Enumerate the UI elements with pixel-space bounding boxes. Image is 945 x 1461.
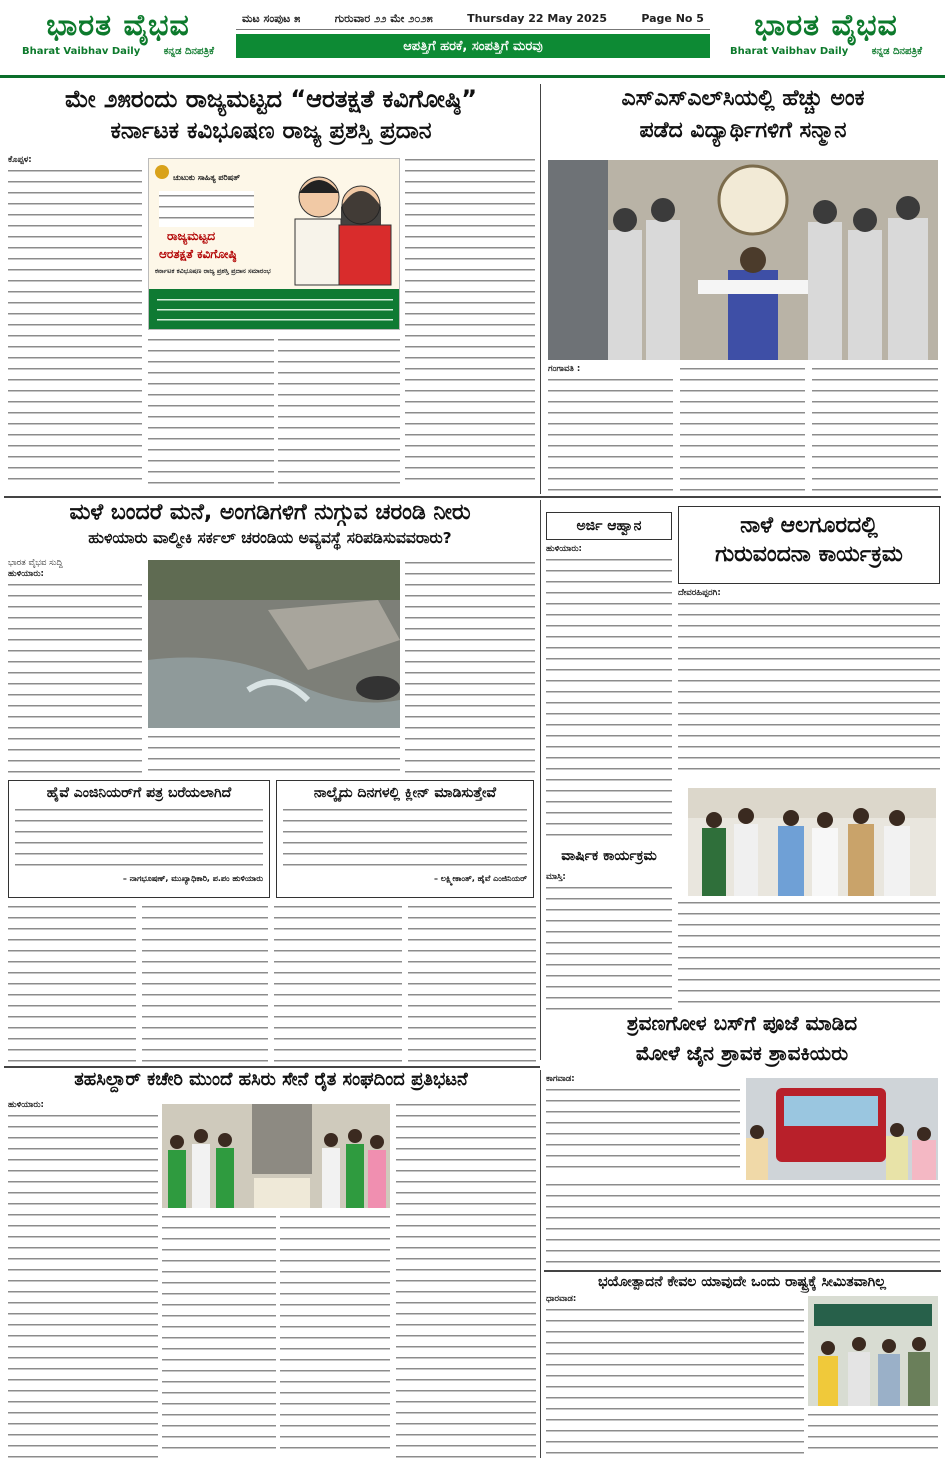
headline: ನಾಳೆ ಆಲಗೂರದಲ್ಲಿ xyxy=(740,513,878,538)
article-body xyxy=(8,558,142,776)
logo-title: ಭಾರತ ವೈಭವ xyxy=(754,8,898,43)
headline: ಎಸ್‌ಎಸ್‌ಎಲ್‌ಸಿಯಲ್ಲಿ ಹೆಚ್ಚು ಅಂಕ xyxy=(621,86,865,111)
issue-label: ಮಟ ಸಂಪುಟ ೫ xyxy=(242,11,301,25)
section-divider xyxy=(4,496,941,498)
box-signature: – ನಾಗಭೂಷಣ್, ಮುಖ್ಯಾಧಿಕಾರಿ, ಪ.ಪಂ ಹುಳಿಯಾರು xyxy=(122,874,263,884)
logo-left xyxy=(8,6,228,68)
logo-english: Bharat Vaibhav Daily xyxy=(730,46,849,57)
subheadline: ಹುಳಿಯಾರು ವಾಲ್ಮೀಕಿ ಸರ್ಕಲ್ ಚರಂಡಿಯ ಅವ್ಯವಸ್ಥೆ ಸರಿಪಡಿಸುವವರಾರು? xyxy=(88,529,452,547)
sidebar-box-clean xyxy=(276,780,534,898)
article-body xyxy=(546,872,672,1012)
headline: ಭಯೋತ್ಪಾದನೆ ಕೇವಲ ಯಾವುದೇ ಒಂದು ರಾಷ್ಟ್ರಕ್ಕೆ ಸೀಮಿತವಾಗಿಲ್ಲ xyxy=(597,1274,887,1290)
dateline: ಧಾರವಾಡ: xyxy=(546,1294,577,1304)
terrorism-photo xyxy=(808,1296,938,1406)
poster-title-2: ಆರತಕ್ಷತೆ ಕವಿಗೋಷ್ಠಿ xyxy=(159,247,237,261)
box-signature: – ಲಕ್ಷ್ಮೀಕಾಂತ್, ಹೈವೆ ಎಂಜಿನಿಯರ್ xyxy=(433,874,527,884)
article-body xyxy=(548,364,673,494)
logo-kannada: ಕನ್ನಡ ದಿನಪತ್ರಿಕೆ xyxy=(163,46,214,57)
article-body xyxy=(546,1074,740,1176)
article-body xyxy=(546,1294,804,1456)
dateline: ಹುಳಿಯಾರು: xyxy=(546,544,582,554)
subheadline: ಕರ್ನಾಟಕ ಕವಿಭೂಷಣ ರಾಜ್ಯ ಪ್ರಶಸ್ತಿ ಪ್ರದಾನ xyxy=(110,118,432,144)
seal-icon xyxy=(155,165,169,179)
event-poster xyxy=(148,158,400,330)
felicitation-photo xyxy=(548,160,938,360)
headline: ತಹಸಿಲ್ದಾರ್ ಕಚೇರಿ ಮುಂದೆ ಹಸಿರು ಸೇನೆ ರೈತ ಸಂಘದಿಂದ ಪ್ರತಿಭಟನೆ xyxy=(74,1069,468,1090)
logo-title: ಭಾರತ ವೈಭವ xyxy=(46,8,190,43)
subheadline: ಪಡೆದ ವಿದ್ಯಾರ್ಥಿಗಳಿಗೆ ಸನ್ಮಾನ xyxy=(639,118,847,143)
article-body xyxy=(546,544,672,844)
sidebar-box-letter xyxy=(8,780,270,898)
tagline: ಆಪತ್ತಿಗೆ ಹರಕೆ, ಸಂಪತ್ತಿಗೆ ಮರವು xyxy=(236,34,710,58)
headline: ಶ್ರವಣಗೋಳ ಬಸ್‌ಗೆ ಪೂಜೆ ಮಾಡಿದ xyxy=(626,1011,858,1035)
headline: ಅರ್ಜಿ ಆಹ್ವಾನ xyxy=(576,518,642,534)
date-english: Thursday 22 May 2025 xyxy=(467,12,607,25)
box-headline: ಹೈವೆ ಎಂಜಿನಿಯರ್‌ಗೆ ಪತ್ರ ಬರೆಯಲಾಗಿದೆ xyxy=(46,785,232,801)
article-body xyxy=(678,588,940,778)
masthead xyxy=(0,0,945,78)
couple-illustration xyxy=(281,161,396,289)
page-number: Page No 5 xyxy=(641,12,704,25)
box-headline: ನಾಲ್ಕೈದು ದಿನಗಳಲ್ಲಿ ಕ್ಲೀನ್ ಮಾಡಿಸುತ್ತೇವೆ xyxy=(313,785,497,801)
dateline: ಮಾಸ್ತಿ: xyxy=(546,872,566,882)
article-body-col3 xyxy=(405,155,535,485)
poster-text xyxy=(159,191,254,227)
dateline: ದೇವರಹಿಪ್ಪರಗಿ: xyxy=(678,588,721,598)
dateline: ಹುಳಿಯಾರು: xyxy=(8,569,44,579)
logo-kannada: ಕನ್ನಡ ದಿನಪತ್ರಿಕೆ xyxy=(871,46,922,57)
bus-photo xyxy=(746,1078,938,1182)
subheadline: ಗುರುವಂದನಾ ಕಾರ್ಯಕ್ರಮ xyxy=(715,542,903,568)
headline: ಮಳೆ ಬಂದರೆ ಮನೆ, ಅಂಗಡಿಗಳಿಗೆ ನುಗ್ಗುವ ಚರಂಡಿ ನೀರು xyxy=(69,500,471,525)
headline: ವಾರ್ಷಿಕ ಕಾರ್ಯಕ್ರಮ xyxy=(561,848,657,864)
article-body xyxy=(8,1100,158,1458)
logo-english: Bharat Vaibhav Daily xyxy=(22,46,141,57)
dateline: ಕಾಗವಾಡ: xyxy=(546,1074,575,1084)
dateline: ಹುಳಿಯಾರು: xyxy=(8,1100,44,1110)
headline: ಮೇ ೨೫ರಂದು ರಾಜ್ಯಮಟ್ಟದ “ಆರತಕ್ಷತೆ ಕವಿಗೋಷ್ಠಿ” xyxy=(64,85,478,113)
poster-footer xyxy=(149,289,400,330)
article-body-col2a xyxy=(148,335,274,485)
dateline: ಕೊಪ್ಪಳ: xyxy=(8,155,32,165)
poster-title-1: ರಾಜ್ಯಮಟ್ಟದ xyxy=(167,229,216,243)
guruvandana-photo xyxy=(688,788,936,896)
byline: ಭಾರತ ವೈಭವ ಸುದ್ದಿ xyxy=(8,558,63,568)
dateline: ಗಂಗಾವತಿ : xyxy=(548,364,581,374)
date-kannada: ಗುರುವಾರ ೨೨ ಮೇ ೨೦೨೫ xyxy=(334,11,433,25)
drain-photo xyxy=(148,560,400,728)
poster-award: ಕರ್ನಾಟಕ ಕವಿಭೂಷಣ ರಾಜ್ಯ ಪ್ರಶಸ್ತಿ ಪ್ರದಾನ ಸಮಾರಂಭ xyxy=(155,267,271,275)
article-body-col2b xyxy=(278,335,400,485)
protest-photo xyxy=(162,1104,390,1208)
poster-org: ಚುಟುಕು ಸಾಹಿತ್ಯ ಪರಿಷತ್ xyxy=(173,173,241,182)
article-body xyxy=(8,155,142,485)
logo-right xyxy=(716,6,936,68)
column-divider xyxy=(540,84,541,494)
subheadline: ಮೋಳೆ ಜೈನ ಶ್ರಾವಕ ಶ್ರಾವಕಿಯರು xyxy=(635,1041,849,1065)
dateline-bar xyxy=(236,8,710,30)
text-block xyxy=(8,166,142,485)
